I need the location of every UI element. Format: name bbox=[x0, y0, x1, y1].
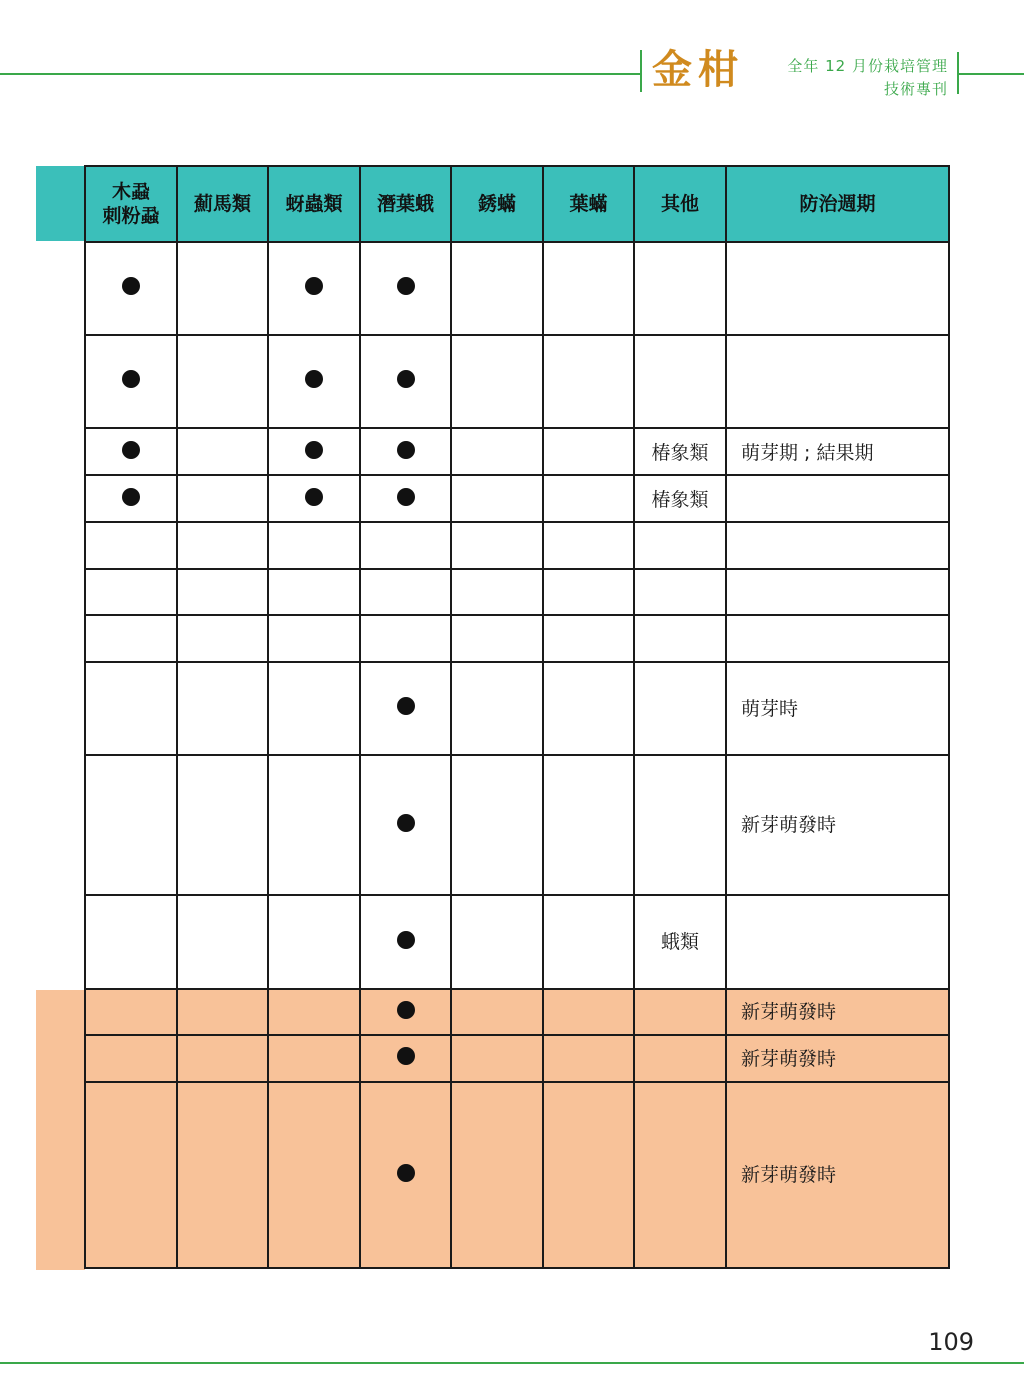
table-cell bbox=[451, 335, 543, 428]
bullet-mark-icon bbox=[305, 488, 323, 506]
page-number: 109 bbox=[928, 1328, 974, 1356]
period-cell bbox=[726, 755, 949, 895]
table-cell bbox=[543, 615, 634, 662]
table-cell bbox=[268, 522, 360, 569]
table-cell bbox=[177, 335, 268, 428]
table-cell bbox=[543, 569, 634, 615]
table-cell bbox=[85, 895, 177, 989]
table-cell bbox=[451, 615, 543, 662]
table-cell bbox=[451, 895, 543, 989]
table-cell bbox=[360, 1035, 451, 1082]
other-cell bbox=[634, 615, 726, 662]
other-cell bbox=[634, 1035, 726, 1082]
header-divider-left bbox=[640, 50, 642, 92]
table-cell bbox=[451, 1082, 543, 1268]
bullet-mark-icon bbox=[305, 370, 323, 388]
table-cell bbox=[177, 242, 268, 335]
column-header: 蚜蟲類 bbox=[268, 166, 360, 242]
table-cell bbox=[85, 428, 177, 475]
table-header-row bbox=[85, 166, 949, 242]
table-row bbox=[85, 989, 949, 1035]
table-cell bbox=[543, 895, 634, 989]
column-header: 薊馬類 bbox=[177, 166, 268, 242]
period-cell bbox=[726, 615, 949, 662]
header-rule-right bbox=[957, 73, 1024, 75]
table-cell bbox=[177, 522, 268, 569]
other-cell bbox=[634, 475, 726, 522]
control-period-label: 新芽萌發時 bbox=[741, 1001, 837, 1023]
column-header: 木蝨 刺粉蝨 bbox=[85, 166, 177, 242]
table-cell bbox=[360, 615, 451, 662]
table-cell bbox=[268, 1035, 360, 1082]
period-cell bbox=[726, 1035, 949, 1082]
bullet-mark-icon bbox=[397, 1047, 415, 1065]
table-cell bbox=[451, 989, 543, 1035]
peach-side-band bbox=[36, 990, 85, 1270]
bullet-mark-icon bbox=[122, 441, 140, 459]
table-row bbox=[85, 522, 949, 569]
table-cell bbox=[360, 569, 451, 615]
bullet-mark-icon bbox=[397, 370, 415, 388]
table-cell bbox=[268, 242, 360, 335]
column-header: 銹蟎 bbox=[451, 166, 543, 242]
bullet-mark-icon bbox=[122, 488, 140, 506]
other-cell bbox=[634, 989, 726, 1035]
table-cell bbox=[268, 475, 360, 522]
table-cell bbox=[177, 475, 268, 522]
table-cell bbox=[268, 428, 360, 475]
table-cell bbox=[360, 662, 451, 755]
period-cell bbox=[726, 662, 949, 755]
table-cell bbox=[85, 615, 177, 662]
table-cell bbox=[177, 1035, 268, 1082]
bullet-mark-icon bbox=[305, 277, 323, 295]
table-cell bbox=[451, 1035, 543, 1082]
footer-rule bbox=[0, 1362, 1024, 1364]
table-cell bbox=[543, 662, 634, 755]
table-cell bbox=[360, 755, 451, 895]
table-cell bbox=[543, 335, 634, 428]
control-period-label: 萌芽時 bbox=[741, 697, 799, 720]
table-cell bbox=[451, 569, 543, 615]
table-cell bbox=[85, 755, 177, 895]
table-row bbox=[85, 1035, 949, 1082]
table-cell bbox=[268, 755, 360, 895]
bullet-mark-icon bbox=[397, 441, 415, 459]
period-cell bbox=[726, 335, 949, 428]
table-cell bbox=[451, 428, 543, 475]
table-cell bbox=[85, 242, 177, 335]
period-cell bbox=[726, 1082, 949, 1268]
magazine-subtitle-line1: 全年 12 月份栽培管理 bbox=[787, 57, 948, 75]
table-cell bbox=[85, 1035, 177, 1082]
table-cell bbox=[85, 522, 177, 569]
table-cell bbox=[451, 662, 543, 755]
table-cell bbox=[360, 428, 451, 475]
bullet-mark-icon bbox=[397, 931, 415, 949]
table-cell bbox=[360, 475, 451, 522]
magazine-subtitle-line2: 技術專刊 bbox=[883, 80, 948, 98]
table-cell bbox=[177, 662, 268, 755]
table-cell bbox=[85, 989, 177, 1035]
table-cell bbox=[268, 989, 360, 1035]
table-cell bbox=[177, 895, 268, 989]
other-cell bbox=[634, 335, 726, 428]
table-cell bbox=[268, 1082, 360, 1268]
pest-control-table bbox=[84, 165, 950, 1269]
control-period-label: 新芽萌發時 bbox=[741, 814, 837, 836]
control-period-label: 萌芽期 ; 結果期 bbox=[741, 442, 874, 464]
table-row bbox=[85, 335, 949, 428]
table-cell bbox=[543, 475, 634, 522]
column-header: 防治週期 bbox=[726, 166, 949, 242]
table-cell bbox=[268, 615, 360, 662]
other-cell bbox=[634, 895, 726, 989]
bullet-mark-icon bbox=[305, 441, 323, 459]
table-cell bbox=[268, 662, 360, 755]
other-cell bbox=[634, 662, 726, 755]
header-rule-left bbox=[0, 73, 640, 75]
table-cell bbox=[451, 475, 543, 522]
table-cell bbox=[360, 242, 451, 335]
table-cell bbox=[451, 242, 543, 335]
table-cell bbox=[85, 475, 177, 522]
other-pest-label: 蛾類 bbox=[660, 931, 699, 953]
table-row bbox=[85, 569, 949, 615]
table-cell bbox=[543, 989, 634, 1035]
table-cell bbox=[543, 1082, 634, 1268]
period-cell bbox=[726, 475, 949, 522]
other-cell bbox=[634, 755, 726, 895]
table-cell bbox=[543, 428, 634, 475]
table-row bbox=[85, 615, 949, 662]
table-row bbox=[85, 662, 949, 755]
control-period-label: 新芽萌發時 bbox=[741, 1164, 837, 1186]
period-cell bbox=[726, 895, 949, 989]
table-cell bbox=[543, 1035, 634, 1082]
period-cell bbox=[726, 569, 949, 615]
table-cell bbox=[177, 615, 268, 662]
table-cell bbox=[360, 1082, 451, 1268]
other-cell bbox=[634, 522, 726, 569]
table-cell bbox=[360, 335, 451, 428]
table-row bbox=[85, 428, 949, 475]
table-cell bbox=[543, 242, 634, 335]
period-cell bbox=[726, 522, 949, 569]
other-cell bbox=[634, 428, 726, 475]
table-row bbox=[85, 1082, 949, 1268]
table-cell bbox=[177, 755, 268, 895]
table-cell bbox=[268, 569, 360, 615]
table-cell bbox=[543, 522, 634, 569]
table-row bbox=[85, 895, 949, 989]
header-side-band bbox=[36, 166, 85, 241]
bullet-mark-icon bbox=[397, 697, 415, 715]
bullet-mark-icon bbox=[122, 277, 140, 295]
magazine-title: 金柑 bbox=[652, 46, 744, 93]
table-cell bbox=[177, 569, 268, 615]
table-cell bbox=[451, 522, 543, 569]
table-cell bbox=[85, 335, 177, 428]
control-period-label: 新芽萌發時 bbox=[741, 1047, 837, 1070]
table-cell bbox=[177, 428, 268, 475]
table-cell bbox=[85, 569, 177, 615]
table-cell bbox=[451, 755, 543, 895]
table-cell bbox=[543, 755, 634, 895]
bullet-mark-icon bbox=[397, 814, 415, 832]
column-header: 潛葉蛾 bbox=[360, 166, 451, 242]
table-row bbox=[85, 475, 949, 522]
table-cell bbox=[360, 522, 451, 569]
table-cell bbox=[268, 895, 360, 989]
table-cell bbox=[360, 989, 451, 1035]
period-cell bbox=[726, 428, 949, 475]
bullet-mark-icon bbox=[397, 277, 415, 295]
table-cell bbox=[360, 895, 451, 989]
table-cell bbox=[85, 662, 177, 755]
bullet-mark-icon bbox=[397, 1164, 415, 1182]
table-cell bbox=[177, 1082, 268, 1268]
table-row bbox=[85, 242, 949, 335]
bullet-mark-icon bbox=[122, 370, 140, 388]
other-pest-label: 椿象類 bbox=[651, 442, 709, 464]
period-cell bbox=[726, 242, 949, 335]
bullet-mark-icon bbox=[397, 488, 415, 506]
table-cell bbox=[85, 1082, 177, 1268]
table-row bbox=[85, 755, 949, 895]
bullet-mark-icon bbox=[397, 1001, 415, 1019]
table-cell bbox=[268, 335, 360, 428]
other-cell bbox=[634, 1082, 726, 1268]
period-cell bbox=[726, 989, 949, 1035]
other-cell bbox=[634, 242, 726, 335]
table-cell bbox=[177, 989, 268, 1035]
column-header: 其他 bbox=[634, 166, 726, 242]
other-cell bbox=[634, 569, 726, 615]
other-pest-label: 椿象類 bbox=[651, 489, 709, 511]
column-header: 葉蟎 bbox=[543, 166, 634, 242]
